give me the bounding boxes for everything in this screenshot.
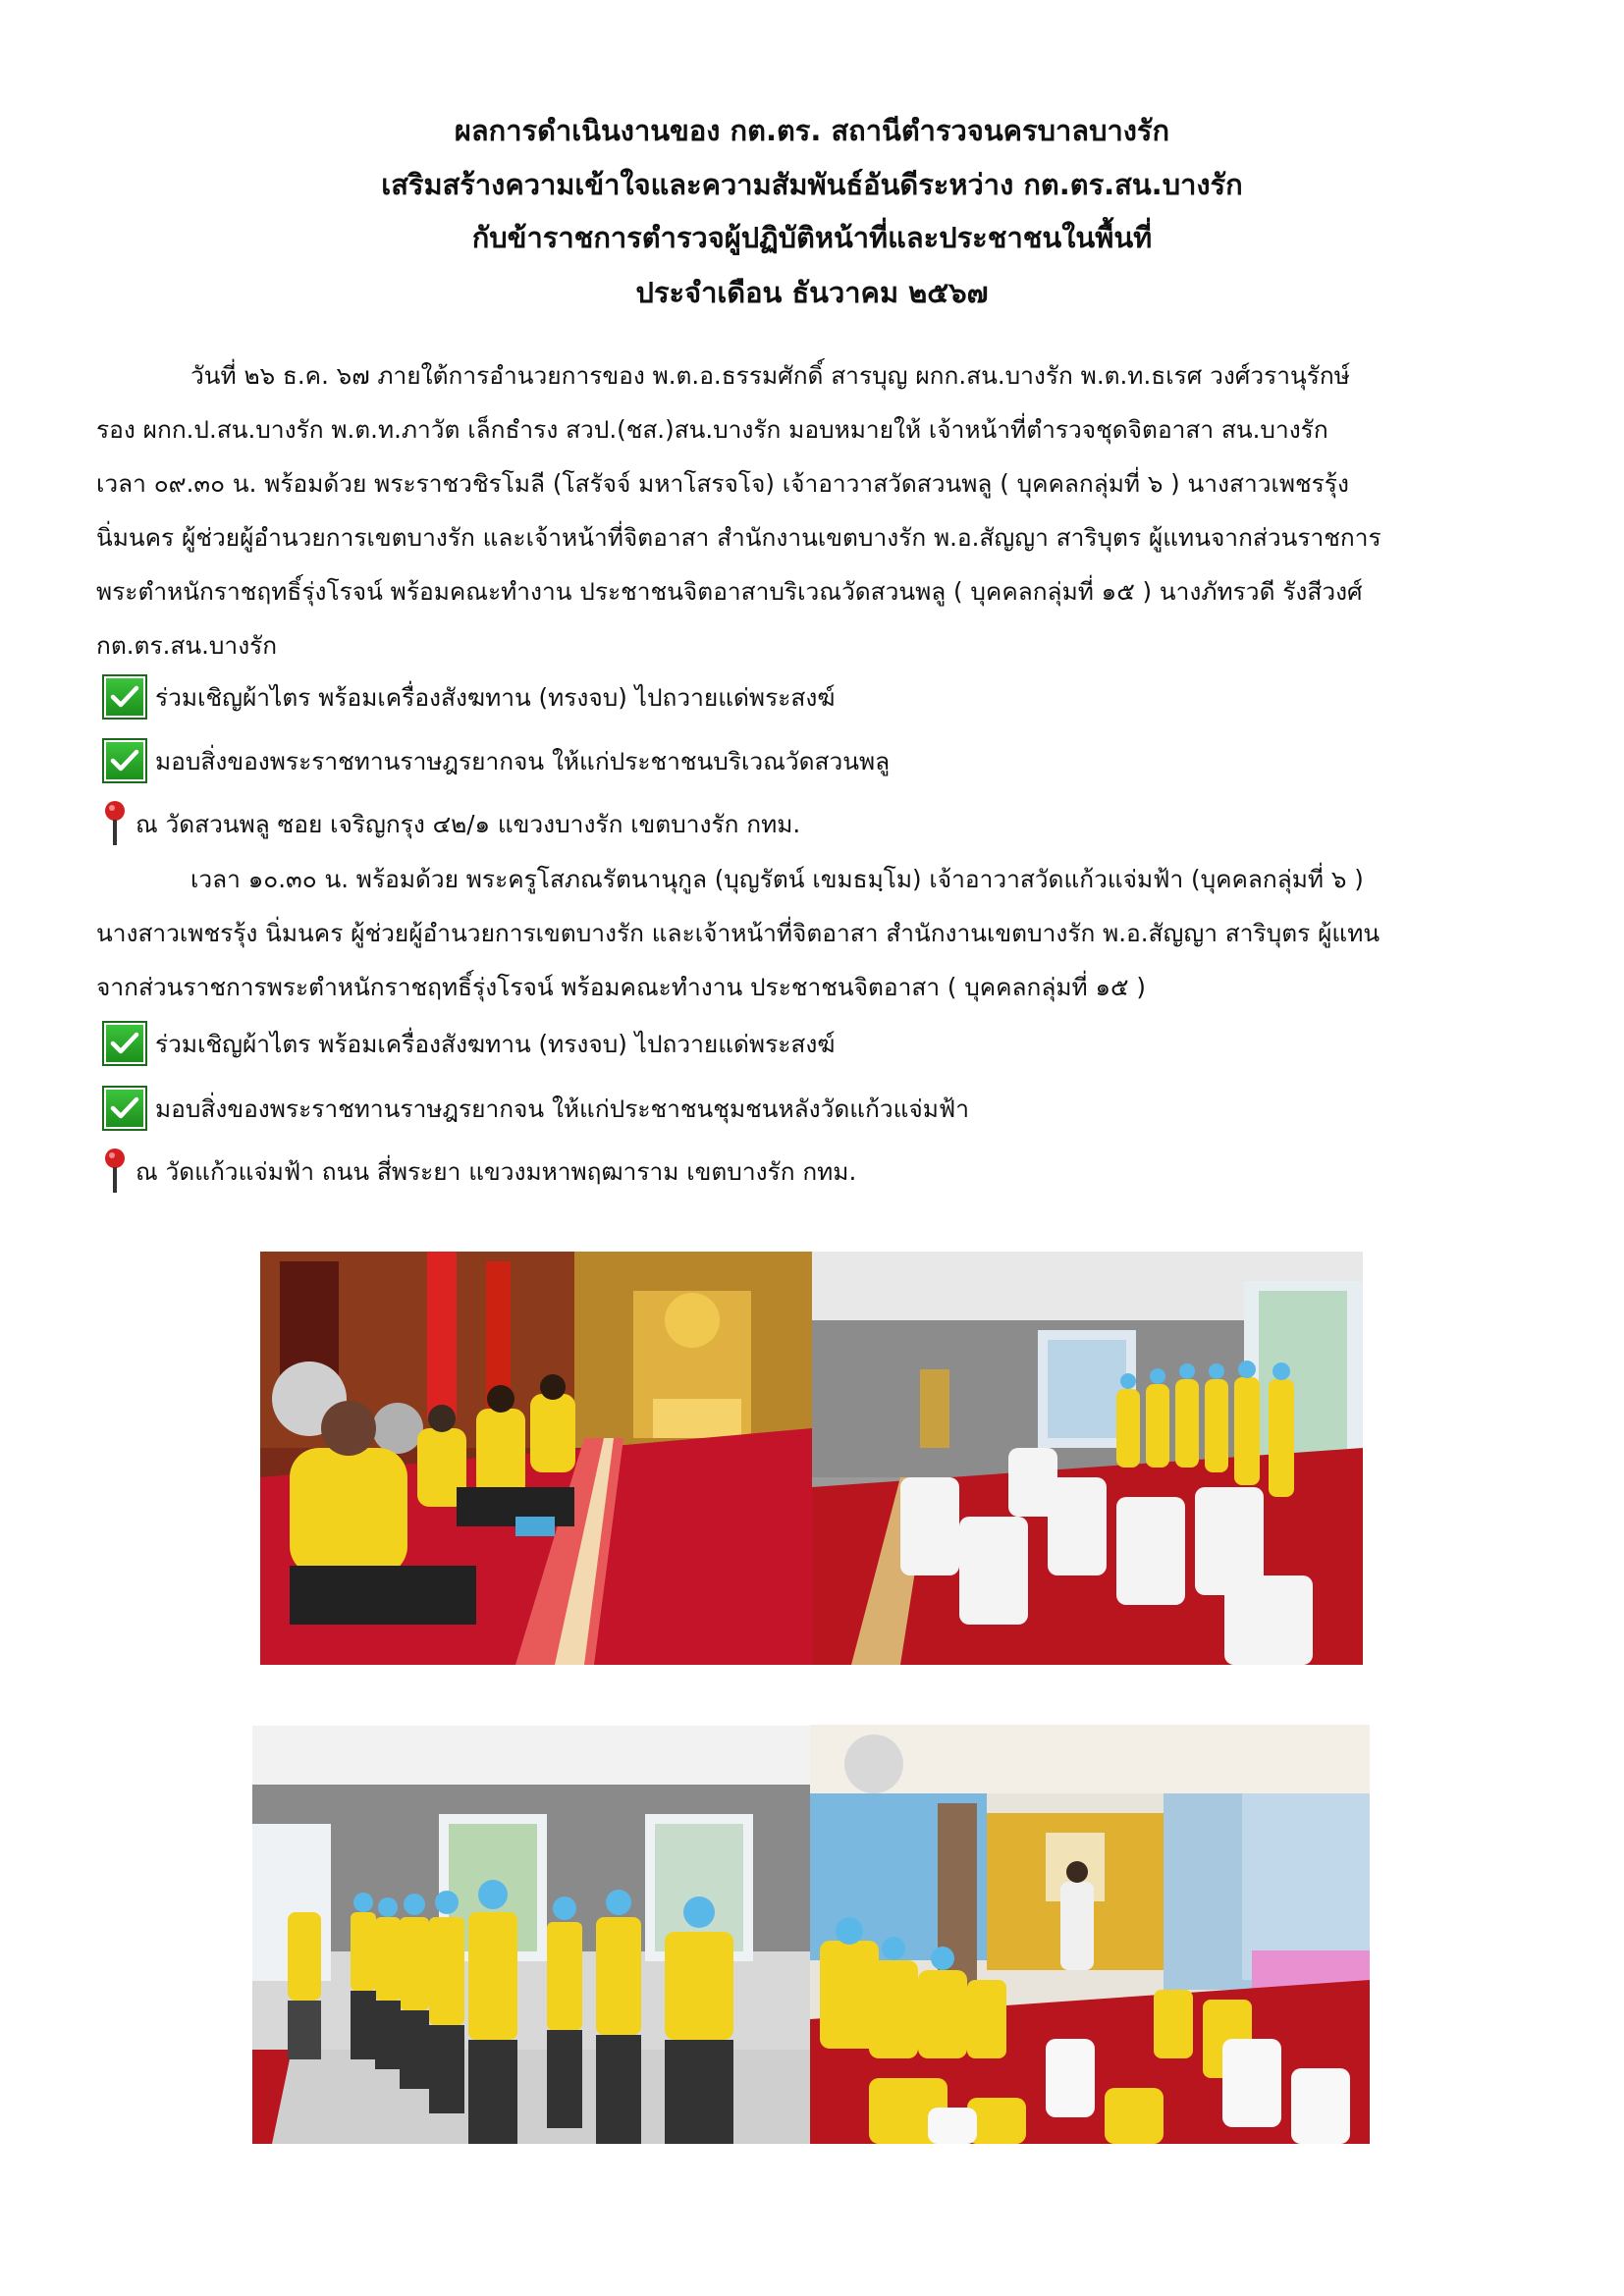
- section1-line: พระตำหนักราชฤทธิ์รุ่งโรจน์ พร้อมคณะทำงาน ประชาชนจิตอาสาบริเวณวัดสวนพลู ( บุคคลกลุ่มที่ ๑๕ ) นางภัทรวดี รังสีวงศ์: [96, 577, 1363, 606]
- section1-paragraph: [96, 348, 1522, 672]
- photo-volunteers-standing: [252, 1726, 810, 2144]
- section2-paragraph: [96, 852, 1522, 1014]
- section2-line: เวลา ๑๐.๓๐ น. พร้อมด้วย พระครูโสภณรัตนานุกูล (บุญรัตน์ เขมธมฺโม) เจ้าอาวาสวัดแก้วแจ่มฟ้า (บุคคลกลุ่มที่ ๖ ): [190, 865, 1364, 893]
- section1-location: [102, 799, 800, 848]
- title-line-4: ประจำเดือน ธันวาคม ๒๕๖๗: [635, 276, 989, 309]
- location-text: ณ วัดแก้วแจ่มฟ้า ถนน สี่พระยา แขวงมหาพฤฒาราม เขตบางรัก กทม.: [135, 1156, 857, 1186]
- check-icon: [102, 1086, 147, 1131]
- photo-seated-audience: [810, 1725, 1370, 2144]
- check-icon: [102, 674, 147, 720]
- location-pin-icon: [102, 1148, 128, 1195]
- section2-line: จากส่วนราชการพระตำหนักราชฤทธิ์รุ่งโรจน์ พร้อมคณะทำงาน ประชาชนจิตอาสา ( บุคคลกลุ่มที่ ๑๕ ): [96, 973, 1146, 1001]
- section2-check-item-2: [102, 1084, 969, 1133]
- location-pin-icon: [102, 800, 128, 847]
- section1-line: นิ่มนคร ผู้ช่วยผู้อำนวยการเขตบางรัก และเจ้าหน้าที่จิตอาสา สำนักงานเขตบางรัก พ.อ.สัญญา สาริบุตร ผู้แทนจากส่วนราชการ: [96, 523, 1381, 552]
- photo-hall-chairs: [812, 1252, 1363, 1665]
- location-text: ณ วัดสวนพลู ซอย เจริญกรุง ๔๒/๑ แขวงบางรัก เขตบางรัก กทม.: [135, 809, 801, 838]
- title-line-2: เสริมสร้างความเข้าใจและความสัมพันธ์อันดีระหว่าง กต.ตร.สน.บางรัก: [381, 168, 1243, 201]
- section2-check-item-1: [102, 1019, 835, 1068]
- section2-location: [102, 1147, 856, 1196]
- check-icon: [102, 738, 147, 783]
- section1-line: กต.ตร.สน.บางรัก: [96, 631, 278, 660]
- check-item-text: มอบสิ่งของพระราชทานราษฎรยากจน ให้แก่ประชาชนบริเวณวัดสวนพลู: [155, 746, 891, 775]
- section1-line: รอง ผกก.ป.สน.บางรัก พ.ต.ท.ภาวัต เล็กธำรง สวป.(ชส.)สน.บางรัก มอบหมายให้ เจ้าหน้าที่ตำรวจชุดจิตอาสา สน.บางรัก: [96, 415, 1328, 444]
- section2-line: นางสาวเพชรรุ้ง นิ่มนคร ผู้ช่วยผู้อำนวยการเขตบางรัก และเจ้าหน้าที่จิตอาสา สำนักงานเขตบางรัก พ.อ.สัญญา สาริบุตร ผู้แทน: [96, 919, 1380, 947]
- check-icon: [102, 1021, 147, 1066]
- check-item-text: มอบสิ่งของพระราชทานราษฎรยากจน ให้แก่ประชาชนชุมชนหลังวัดแก้วแจ่มฟ้า: [155, 1094, 970, 1123]
- check-item-text: ร่วมเชิญผ้าไตร พร้อมเครื่องสังฆทาน (ทรงจบ) ไปถวายแด่พระสงฆ์: [155, 682, 836, 712]
- section1-line: วันที่ ๒๖ ธ.ค. ๖๗ ภายใต้การอำนวยการของ พ.ต.อ.ธรรมศักดิ์ สารบุญ ผกก.สน.บางรัก พ.ต.ท.ธเรศ วงศ์วรานุรักษ์: [190, 361, 1350, 390]
- section1-line: เวลา ๐๙.๓๐ น. พร้อมด้วย พระราชวชิรโมลี (โสรัจจ์ มหาโสรจโจ) เจ้าอาวาสวัดสวนพลู ( บุคคลกลุ่มที่ ๖ ) นางสาวเพชรรุ้ง: [96, 469, 1349, 498]
- section1-check-item-1: [102, 672, 835, 721]
- check-item-text: ร่วมเชิญผ้าไตร พร้อมเครื่องสังฆทาน (ทรงจบ) ไปถวายแด่พระสงฆ์: [155, 1029, 836, 1058]
- title-line-1: ผลการดำเนินงานของ กต.ตร. สถานีตำรวจนครบาลบางรัก: [454, 114, 1170, 147]
- title-line-3: กับข้าราชการตำรวจผู้ปฏิบัติหน้าที่และประชาชนในพื้นที่: [471, 221, 1153, 254]
- photo-temple-ceremony: [260, 1252, 812, 1665]
- section1-check-item-2: [102, 736, 890, 785]
